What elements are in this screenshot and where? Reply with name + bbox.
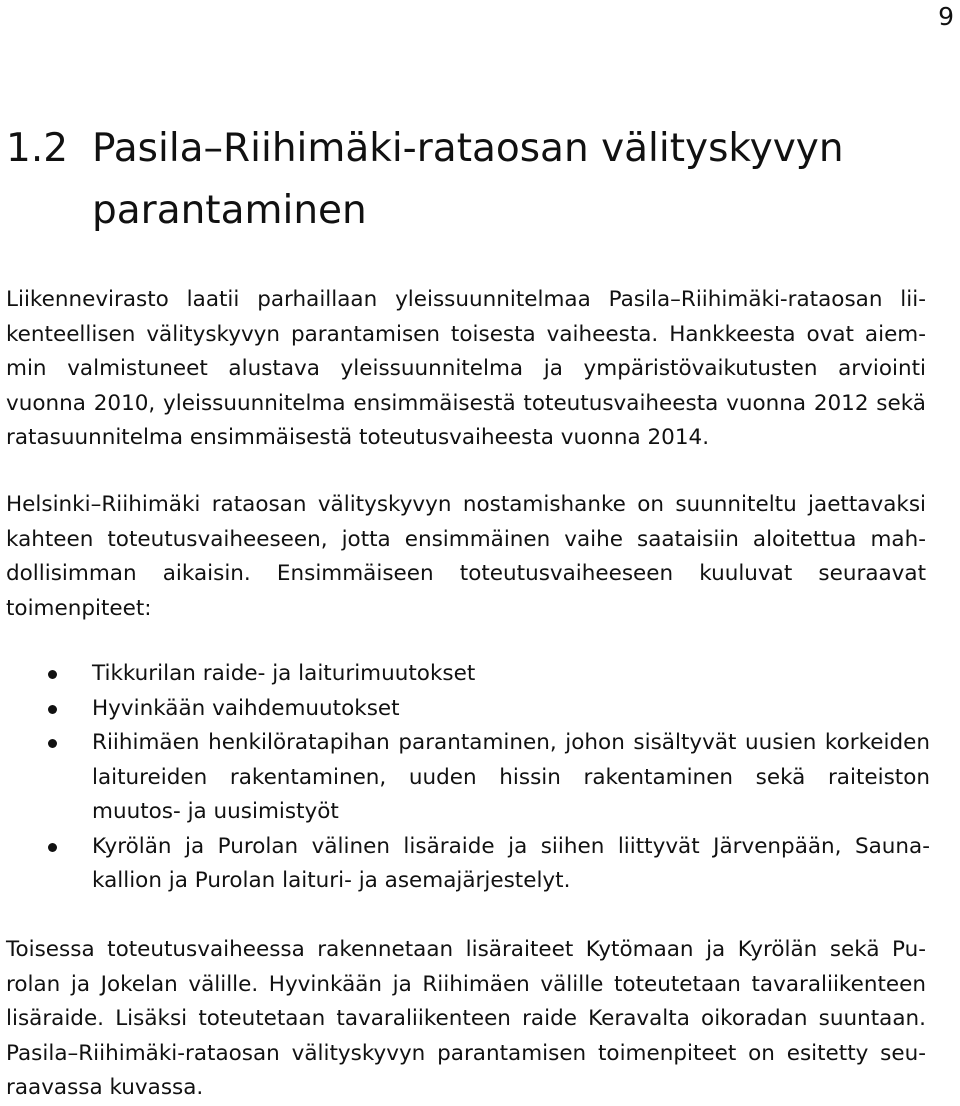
bullet-icon xyxy=(48,705,57,714)
measures-list xyxy=(0,657,930,899)
section-number: 1.2 xyxy=(6,126,69,171)
bullet-icon xyxy=(48,739,57,748)
paragraph-intro: Liikennevirasto laatii parhaillaan yleissuunnitelmaa Pasila–Riihimäki-rataosan liikenteellisen välityskyvyn parantamisen toisesta vaiheesta. Hankkeesta ovat aiemmin valmistuneet alustava yleissuunnitelma ja ympäristövaikutusten arviointi vuonna 2010, yleissuunnitelma ensimmäisestä toteutusvaiheesta vuonna 2012 sekä ratasuunnitelma ensimmäisestä toteutusvaiheesta vuonna 2014. xyxy=(6,287,926,450)
paragraph-second-phase: Toisessa toteutusvaiheessa rakennetaan lisäraiteet Kytömaan ja Kyrölän sekä Purolan ja Jokelan välille. Hyvinkään ja Riihimäen välille toteutetaan tavaraliikenteen lisäraide. Lisäksi toteutetaan tavaraliikenteen raide Keravalta oikoradan suuntaan. Pasila–Riihimäki-rataosan välityskyvyn parantamisen toimenpiteet on esitetty seuraavassa kuvassa. xyxy=(6,937,926,1100)
list-item xyxy=(0,830,930,899)
list-item xyxy=(0,657,930,692)
list-item-text: Kyrölän ja Purolan välinen lisäraide ja siihen liittyvät Järvenpään, Saunakallion ja Purolan laituri- ja asemajärjestelyt. xyxy=(92,833,930,893)
section-heading xyxy=(6,118,926,242)
list-item-text: Riihimäen henkilöratapihan parantaminen, johon sisältyvät uusien korkeiden laitureiden rakentaminen, uuden hissin rakentaminen sekä raiteiston muutos- ja uusimistyöt xyxy=(92,730,930,824)
bullet-icon xyxy=(48,843,57,852)
list-item xyxy=(0,726,930,830)
list-item-text: Hyvinkään vaihdemuutokset xyxy=(92,695,400,721)
page-number: 9 xyxy=(938,2,954,31)
paragraph-phases: Helsinki–Riihimäki rataosan välityskyvyn nostamishanke on suunniteltu jaettavaksi kahteen toteutusvaiheeseen, jotta ensimmäinen vaihe saataisiin aloitettua mahdollisimman aikaisin. Ensimmäiseen toteutusvaiheeseen kuuluvat seuraavat toimenpiteet: xyxy=(6,492,926,621)
list-item-text: Tikkurilan raide- ja laiturimuutokset xyxy=(92,661,476,686)
bullet-icon xyxy=(48,670,57,679)
section-title: Pasila–Riihimäki-rataosan välityskyvyn parantaminen xyxy=(92,126,844,233)
list-item xyxy=(0,692,930,727)
